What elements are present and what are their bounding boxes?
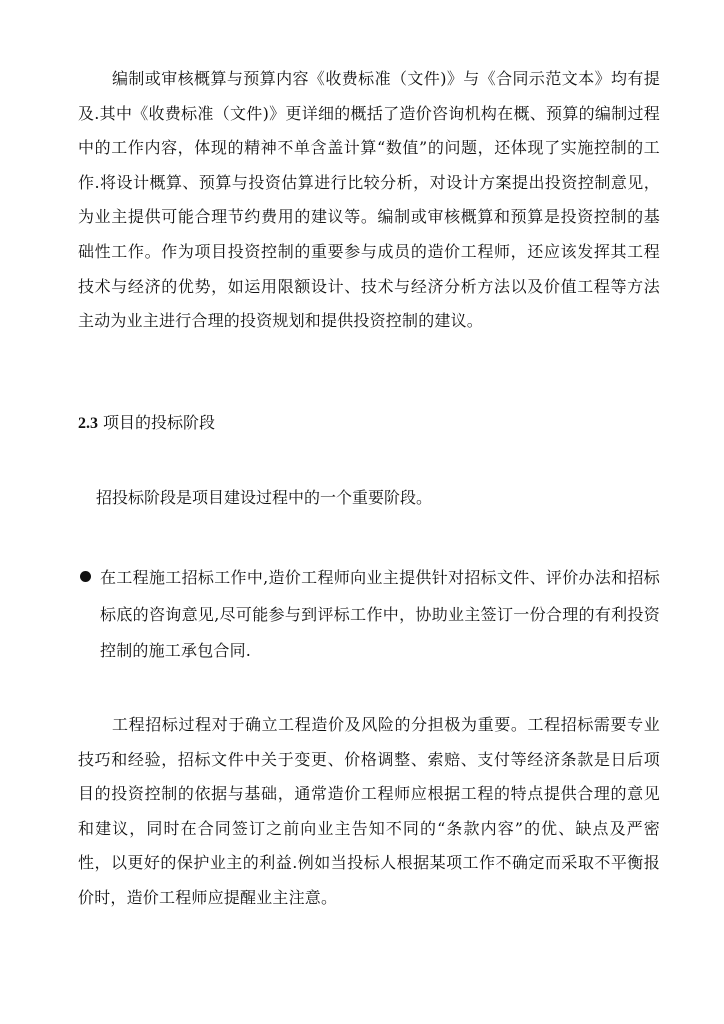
section-heading [78, 410, 215, 437]
section-number: 2.3 [78, 415, 98, 432]
section-title: 项目的投标阶段 [103, 413, 216, 432]
paragraph-bidding-intro: 招投标阶段是项目建设过程中的一个重要阶段。 [96, 488, 433, 507]
paragraph-budget-review: 编制或审核概算与预算内容《收费标准（文件)》与《合同示范文本》均有提及.其中《收费标准（文件)》更详细的概括了造价咨询机构在概、预算的编制过程中的工作内容，体现的精神不单含盖计算“数值”的问题，还体现了实施控制的工作.将设计概算、预算与投资估算进行比较分析，对设计方案提出投资控制意见，为业主提供可能合理节约费用的建议等。编制或审核概算和预算是投资控制的基础性工作。作为项目投资控制的重要参与成员的造价工程师，还应该发挥其工程技术与经济的优势，如运用限额设计、技术与经济分析方法以及价值工程等方法主动为业主进行合理的投资规划和提供投资控制的建议。 [78, 69, 660, 331]
bullet-item [78, 560, 660, 670]
paragraph-tender-process: 工程招标过程对于确立工程造价及风险的分担极为重要。工程招标需要专业技巧和经验，招标文件中关于变更、价格调整、索赔、支付等经济条款是日后项目的投资控制的依据与基础，通常造价工程师应根据工程的特点提供合理的意见和建议，同时在合同签订之前向业主告知不同的“条款内容”的优、缺点及严密性，以更好的保护业主的利益.例如当投标人根据某项工作不确定而采取不平衡报价时，造价工程师应提醒业主注意。 [78, 715, 660, 907]
bullet-text: 在工程施工招标工作中,造价工程师向业主提供针对招标文件、评价办法和招标标底的咨询意见,尽可能参与到评标工作中，协助业主签订一份合理的有利投资控制的施工承包合同. [100, 568, 660, 660]
bullet-dot-icon [80, 571, 91, 582]
